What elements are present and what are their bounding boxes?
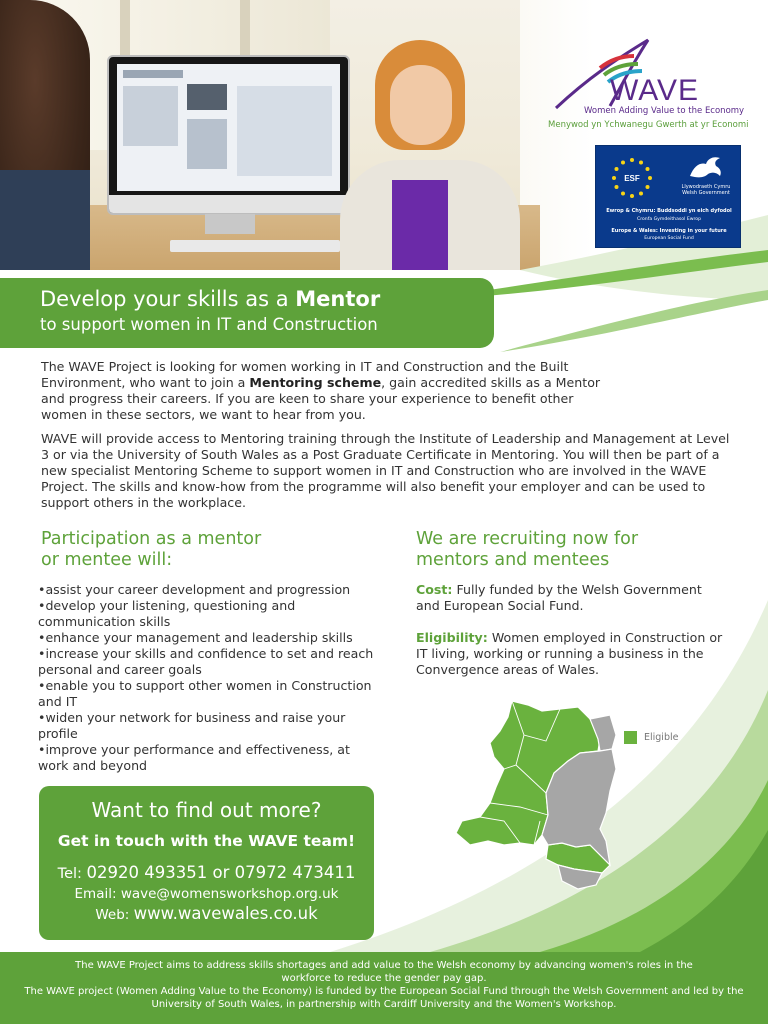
contact-phone[interactable]: Tel: 02920 493351 or 07972 473411 xyxy=(57,863,356,882)
contact-email[interactable]: Email: wave@womensworkshop.org.uk xyxy=(74,886,339,902)
footer-line-1: The WAVE Project aims to address skills shortages and add value to the Welsh economy by advancing women's roles in the workforce to reduce the gender pay gap. xyxy=(75,960,693,984)
esf-funding-badge xyxy=(595,145,741,248)
esf-line-3: Europe & Wales: Investing in your future xyxy=(611,228,727,234)
esf-line-2: Cronfa Gymdeithasol Ewrop xyxy=(636,217,702,222)
legend-swatch xyxy=(624,731,637,744)
list-item: • enhance your management and leadership skills xyxy=(38,630,374,646)
headline-line-1: Develop your skills as a Mentor xyxy=(40,287,381,311)
list-item: • enable you to support other women in Construction and IT xyxy=(38,678,374,710)
headline-line-2: to support women in IT and Construction xyxy=(40,315,378,334)
eu-flag-icon xyxy=(602,152,662,204)
wave-tagline-cy: Menywod yn Ychwanegu Gwerth at yr Economi xyxy=(548,120,749,130)
participation-heading: Participation as a mentor or mentee will: xyxy=(41,529,262,570)
recruiting-heading: We are recruiting now for mentors and mentees xyxy=(416,529,639,570)
wales-map xyxy=(450,695,630,895)
esf-label: ESF xyxy=(624,174,640,183)
footer xyxy=(0,952,768,1024)
eligibility-info: Eligibility: Women employed in Construction or IT living, working or running a business in the Convergence areas of Wales. xyxy=(416,630,723,677)
intro-paragraph-1: The WAVE Project is looking for women working in IT and Construction and the Built Environment, who want to join a Mentoring scheme, gain accredited skills as a Mentor and progress their careers. If you are keen to share your experience to benefit other women in these sectors, we want to hear from you. xyxy=(41,359,601,422)
footer-line-2: The WAVE project (Women Adding Value to the Economy) is funded by the European Social Fund through the Welsh Government and led by the University of South Wales, in partnership with Cardiff University and the Women's Workshop. xyxy=(24,986,744,1010)
list-item: • assist your career development and progression xyxy=(38,582,374,598)
benefits-list xyxy=(38,582,374,774)
contact-website[interactable]: Web: www.wavewales.co.uk xyxy=(95,904,318,923)
list-item: • widen your network for business and raise your profile xyxy=(38,710,374,742)
list-item: • develop your listening, questioning and communication skills xyxy=(38,598,374,630)
contact-heading: Want to find out more? xyxy=(91,798,322,822)
welsh-dragon-icon xyxy=(674,152,738,204)
esf-line-1: Ewrop & Chymru: Buddsoddi yn eich dyfodol xyxy=(606,208,732,214)
list-item: • increase your skills and confidence to set and reach personal and career goals xyxy=(38,646,374,678)
headline-banner xyxy=(0,278,494,348)
wave-logo-text: WAVE xyxy=(610,74,700,107)
gov-name-cy: Llywodraeth Cymru xyxy=(681,184,731,190)
contact-subheading: Get in touch with the WAVE team! xyxy=(57,832,356,850)
gov-name-en: Welsh Government xyxy=(682,190,730,196)
intro-paragraph-2: WAVE will provide access to Mentoring training through the Institute of Leadership and Management at Level 3 or via the University of South Wales as a Post Graduate Certificate in Mentoring. You will then be part of a new specialist Mentoring Scheme to support women in IT and Construction who are involved in the WAVE Project. The skills and know-how from the programme will also benefit your employer and can be used to support others in the workplace. xyxy=(41,431,730,510)
wave-tagline-en: Women Adding Value to the Economy xyxy=(584,106,745,116)
cost-info: Cost: Fully funded by the Welsh Government and European Social Fund. xyxy=(416,582,702,613)
legend-label: Eligible xyxy=(644,732,679,743)
wave-logo xyxy=(548,38,748,130)
list-item: • improve your performance and effectiveness, at work and beyond xyxy=(38,742,374,774)
esf-line-4: European Social Fund xyxy=(644,236,694,241)
contact-box xyxy=(39,786,374,940)
